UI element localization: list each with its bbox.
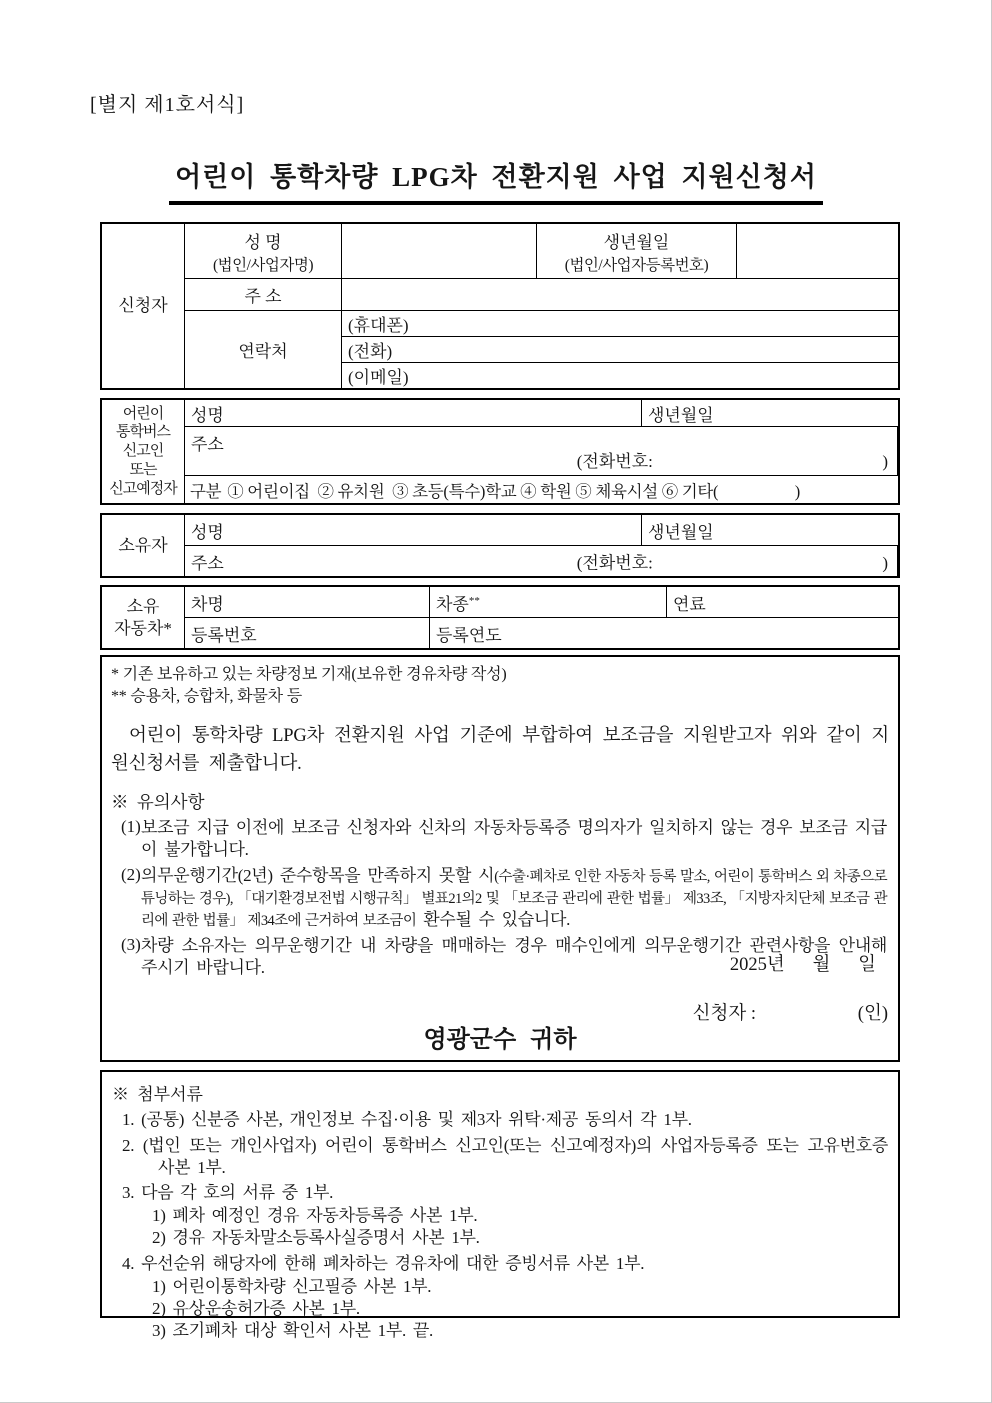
footnote-vehicle-kinds: ** 승용차, 승합차, 화물차 등 <box>111 687 302 705</box>
attachment-item-3-2: 2) 경유 자동차말소등록사실증명서 사본 1부. <box>152 1228 480 1248</box>
caution-3-number: (3) <box>121 934 141 954</box>
attachments-title: ※ 첨부서류 <box>112 1085 203 1104</box>
registrant-label-line4: 또는 <box>129 461 157 478</box>
attachments-box <box>100 1070 900 1341</box>
applicant-address-input[interactable] <box>342 279 898 310</box>
attachment-item-3-1: 1) 폐차 예정인 경유 자동차등록증 사본 1부. <box>152 1206 478 1225</box>
date-line[interactable]: 2025년 월 일 <box>729 955 876 975</box>
caution-2-text <box>141 865 889 932</box>
signature-line[interactable]: 신청자 : (인) <box>692 1004 888 1024</box>
declaration-text: 어린이 통학차량 LPG차 전환지원 사업 기준에 부합하여 보조금을 지원받고자 위와 같이 지원신청서를 제출합니다. <box>111 726 889 774</box>
applicant-tel-label: (전화) <box>348 342 393 361</box>
registrant-category-options[interactable]: ① 어린이집 ② 유치원 ③ 초등(특수)학교 ④ 학원 ⑤ 체육시설 ⑥ 기타( ) <box>227 481 800 501</box>
applicant-table <box>100 222 900 390</box>
registrant-label-line3: 신고인 <box>122 443 164 460</box>
applicant-name-label <box>185 224 342 278</box>
owner-section-text: 소유자 <box>118 535 168 555</box>
registrant-address-label: 주소 <box>191 435 224 454</box>
vehicle-type-input[interactable] <box>430 587 667 617</box>
applicant-section-text: 신청자 <box>118 296 168 316</box>
recipient-line: 영광군수 귀하 <box>423 1027 577 1053</box>
vehicle-regno-input[interactable] <box>185 618 430 648</box>
applicant-contact-label-text: 연락처 <box>238 342 288 361</box>
applicant-birth-label <box>537 224 737 278</box>
owner-birth-input[interactable] <box>642 515 898 545</box>
applicant-birth-label-main: 생년월일 <box>603 232 670 252</box>
registrant-category-label: 구분 <box>190 481 222 501</box>
applicant-name-input[interactable] <box>342 224 537 278</box>
owner-birth-label: 생년월일 <box>648 522 714 542</box>
form-code-label: [별지 제1호서식] <box>90 94 245 116</box>
owner-address-label: 주소 <box>191 553 224 573</box>
notes-box <box>100 655 900 1062</box>
caution-2-tail: 환수될 수 있습니다. <box>416 910 571 930</box>
applicant-email-label: (이메일) <box>348 368 409 387</box>
caution-2-lead: 의무운행기간(2년) 준수항목을 만족하지 못할 시 <box>141 865 495 885</box>
attachment-item-1: 1. (공통) 신분증 사본, 개인정보 수집·이용 및 제3자 위탁·제공 동의서 각 1부. <box>122 1110 692 1129</box>
caution-item-2 <box>111 865 889 932</box>
applicant-birth-input[interactable] <box>737 224 898 278</box>
registrant-birth-label: 생년월일 <box>648 405 714 425</box>
applicant-contact-label <box>185 311 342 388</box>
caution-2-condensed: (수출·폐차로 인한 자동차 등록 말소, 어린이 통학버스 외 차종으로 튜닝하는 경우), 「대기환경보전법 시행규칙」 별표21의2 및 「보조금 관리에 관한 법률」 제33조, 「지방자치단체 보조금 관리에 관한 법률」 제34조에 근거하여 보조금이 <box>141 868 888 930</box>
attachment-item-4-1: 1) 어린이통학차량 신고필증 사본 1부. <box>152 1276 432 1296</box>
caution-1-text: 보조금 지급 이전에 보조금 신청자와 신차의 자동차등록증 명의자가 일치하지 않는 경우 보조금 지급이 불가합니다. <box>141 817 887 860</box>
vehicle-fuel-input[interactable] <box>667 587 898 617</box>
vehicle-name-input[interactable] <box>185 587 430 617</box>
title-wrap <box>0 155 992 205</box>
vehicle-regyear-input[interactable] <box>430 618 898 648</box>
attachment-item-4-2: 2) 유상운송허가증 사본 1부. <box>152 1298 360 1318</box>
attachment-item-4: 4. 우선순위 해당자에 한해 폐차하는 경유차에 대한 증빙서류 사본 1부. <box>122 1253 645 1273</box>
registrant-label-line2: 통학버스 <box>116 424 170 441</box>
registrant-name-input[interactable] <box>185 400 642 426</box>
caution-item-1 <box>111 817 889 862</box>
owner-name-label: 성명 <box>191 522 224 542</box>
attachment-item-2: 2. (법인 또는 개인사업자) 어린이 통학버스 신고인(또는 신고예정자)의 사업자등록증 또는 고유번호증 사본 1부. <box>122 1135 888 1177</box>
caution-2-number: (2) <box>121 864 141 884</box>
registrant-phone-field[interactable]: (전화번호: ) <box>576 452 888 471</box>
vehicle-type-footnote-mark: ** <box>468 594 480 607</box>
registrant-name-label: 성명 <box>191 405 224 425</box>
vehicle-label-line1: 소유 <box>126 597 160 617</box>
applicant-birth-label-sub: (법인/사업자등록번호) <box>564 256 709 274</box>
vehicle-section-label <box>102 587 185 648</box>
vehicle-table <box>100 585 900 650</box>
applicant-tel-input[interactable] <box>342 337 898 363</box>
vehicle-type-label: 차종 <box>436 594 469 614</box>
registrant-label-line5: 신고예정자 <box>109 480 177 497</box>
caution-3-text: 차량 소유자는 의무운행기간 내 차량을 매매하는 경우 매수인에게 의무운행기간 관련사항을 안내해 주시기 바랍니다. <box>141 935 887 978</box>
applicant-name-label-sub: (법인/사업자명) <box>213 256 313 274</box>
applicant-address-label-text: 주 소 <box>244 287 282 307</box>
applicant-name-label-main: 성 명 <box>244 232 282 252</box>
registrant-birth-input[interactable] <box>642 400 898 426</box>
caution-1-number: (1) <box>121 816 141 836</box>
attachment-item-4-3: 3) 조기폐차 대상 확인서 사본 1부. 끝. <box>152 1321 433 1341</box>
attachment-item-3: 3. 다음 각 호의 서류 중 1부. <box>122 1183 334 1203</box>
applicant-address-label <box>185 279 342 310</box>
vehicle-regyear-label: 등록연도 <box>436 625 502 645</box>
vehicle-regno-label: 등록번호 <box>191 625 257 645</box>
registrant-label-line1: 어린이 <box>122 405 164 422</box>
owner-table <box>100 513 900 578</box>
applicant-mobile-input[interactable] <box>342 311 898 337</box>
footnote-vehicle-info: * 기존 보유하고 있는 차량정보 기재(보유한 경유차량 작성) <box>111 666 507 683</box>
applicant-mobile-label: (휴대폰) <box>348 316 409 335</box>
owner-section-label <box>102 515 185 576</box>
vehicle-fuel-label: 연료 <box>673 594 706 614</box>
applicant-email-input[interactable] <box>342 363 898 388</box>
registrant-category-row <box>185 476 898 503</box>
registrant-table <box>100 398 900 505</box>
owner-phone-field[interactable]: (전화번호: ) <box>576 553 888 573</box>
vehicle-name-label: 차명 <box>191 594 224 614</box>
registrant-section-label <box>102 400 185 503</box>
owner-name-input[interactable] <box>185 515 642 545</box>
page-title: 어린이 통학차량 LPG차 전환지원 사업 지원신청서 <box>169 155 823 205</box>
caution-title: ※ 유의사항 <box>111 791 205 812</box>
vehicle-label-line2: 자동차* <box>114 618 172 638</box>
applicant-section-label <box>102 224 185 388</box>
